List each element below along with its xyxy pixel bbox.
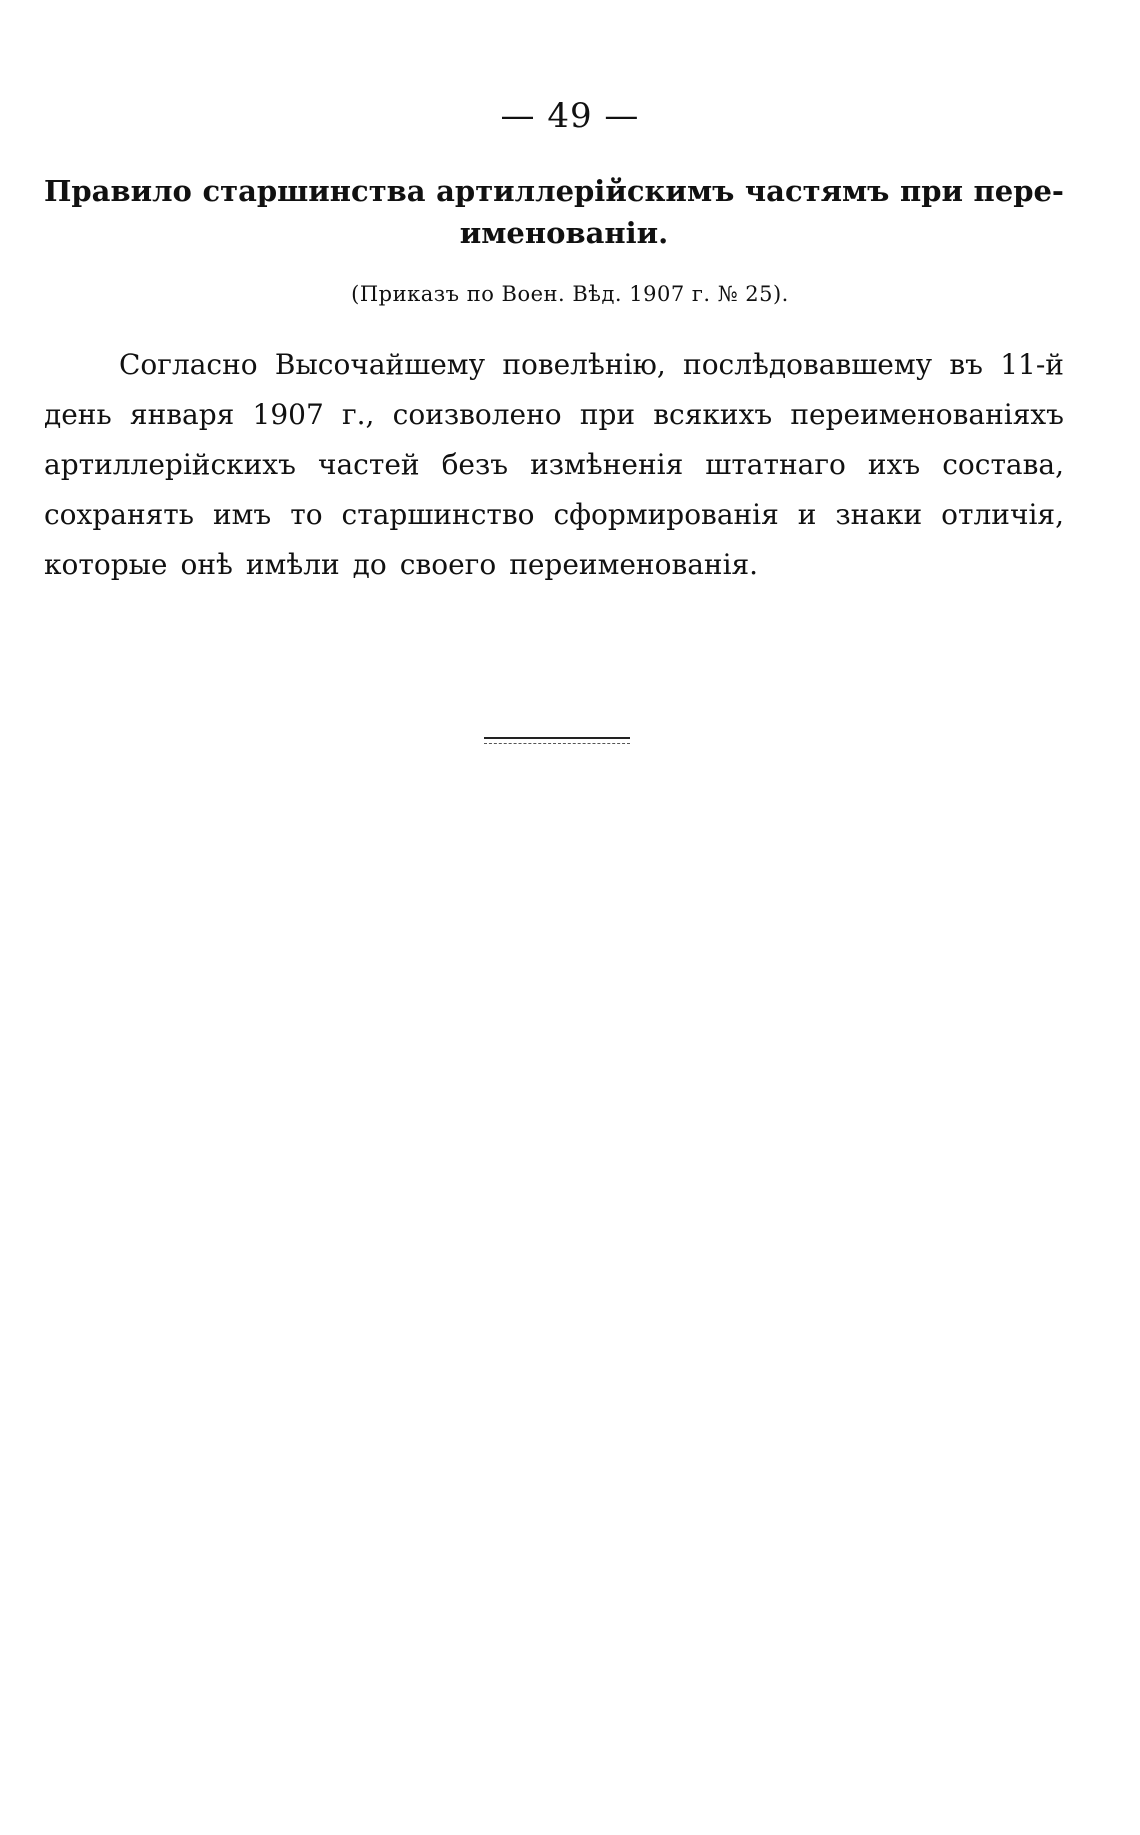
section-divider-underline	[484, 743, 630, 744]
body-word: безъ	[441, 448, 509, 481]
body-word: штатнаго	[705, 448, 846, 481]
body-word: г.,	[341, 398, 375, 431]
section-divider	[484, 737, 630, 739]
body-word: измѣненія	[530, 448, 684, 481]
body-word: отличія,	[941, 498, 1064, 531]
body-word: и	[797, 498, 817, 531]
body-word: сохранять	[44, 498, 195, 531]
body-word: всякихъ	[653, 398, 773, 431]
title-word: при	[899, 174, 963, 208]
body-word: Высочайшему	[274, 348, 486, 381]
body-word: которые	[44, 548, 168, 581]
body-word: артиллерійскихъ	[44, 448, 296, 481]
body-word: послѣдовавшему	[683, 348, 933, 381]
body-line	[44, 440, 1064, 490]
body-word: соизволено	[392, 398, 562, 431]
body-word: января	[129, 398, 235, 431]
body-word: 11-й	[1000, 348, 1064, 381]
body-paragraph	[44, 340, 1064, 590]
title-word: пере-	[973, 174, 1064, 208]
body-line	[44, 340, 1064, 390]
title-word: частямъ	[744, 174, 890, 208]
title-word: старшинства	[202, 174, 426, 208]
body-word: имѣли	[245, 548, 340, 581]
body-word: Согласно	[119, 348, 258, 381]
body-word: 1907	[252, 398, 324, 431]
body-word: имъ	[212, 498, 272, 531]
source-reference: (Приказъ по Воен. Вѣд. 1907 г. № 25).	[351, 282, 789, 306]
body-word: сформированія	[553, 498, 779, 531]
body-word: до	[352, 548, 387, 581]
body-line	[44, 390, 1064, 440]
body-word: состава,	[942, 448, 1064, 481]
title-word: артиллерійскимъ	[436, 174, 735, 208]
body-word: знаки	[835, 498, 923, 531]
title-line	[44, 170, 1064, 212]
body-word: частей	[317, 448, 420, 481]
page-number: — 49 —	[500, 96, 640, 136]
body-line	[44, 490, 1064, 540]
body-word: ихъ	[867, 448, 921, 481]
body-word: старшинство	[341, 498, 535, 531]
body-word: онѣ	[180, 548, 233, 581]
title-word: Правило	[44, 174, 192, 208]
body-line	[44, 540, 1064, 590]
body-word: переименованія.	[509, 548, 759, 581]
body-word: переименованіяхъ	[790, 398, 1064, 431]
document-title	[44, 170, 1064, 254]
title-line: именованіи.	[459, 216, 669, 250]
body-word: день	[44, 398, 112, 431]
body-word: повелѣнію,	[502, 348, 666, 381]
body-word: при	[579, 398, 636, 431]
body-word: то	[290, 498, 323, 531]
body-word: своего	[399, 548, 497, 581]
body-word: въ	[949, 348, 983, 381]
